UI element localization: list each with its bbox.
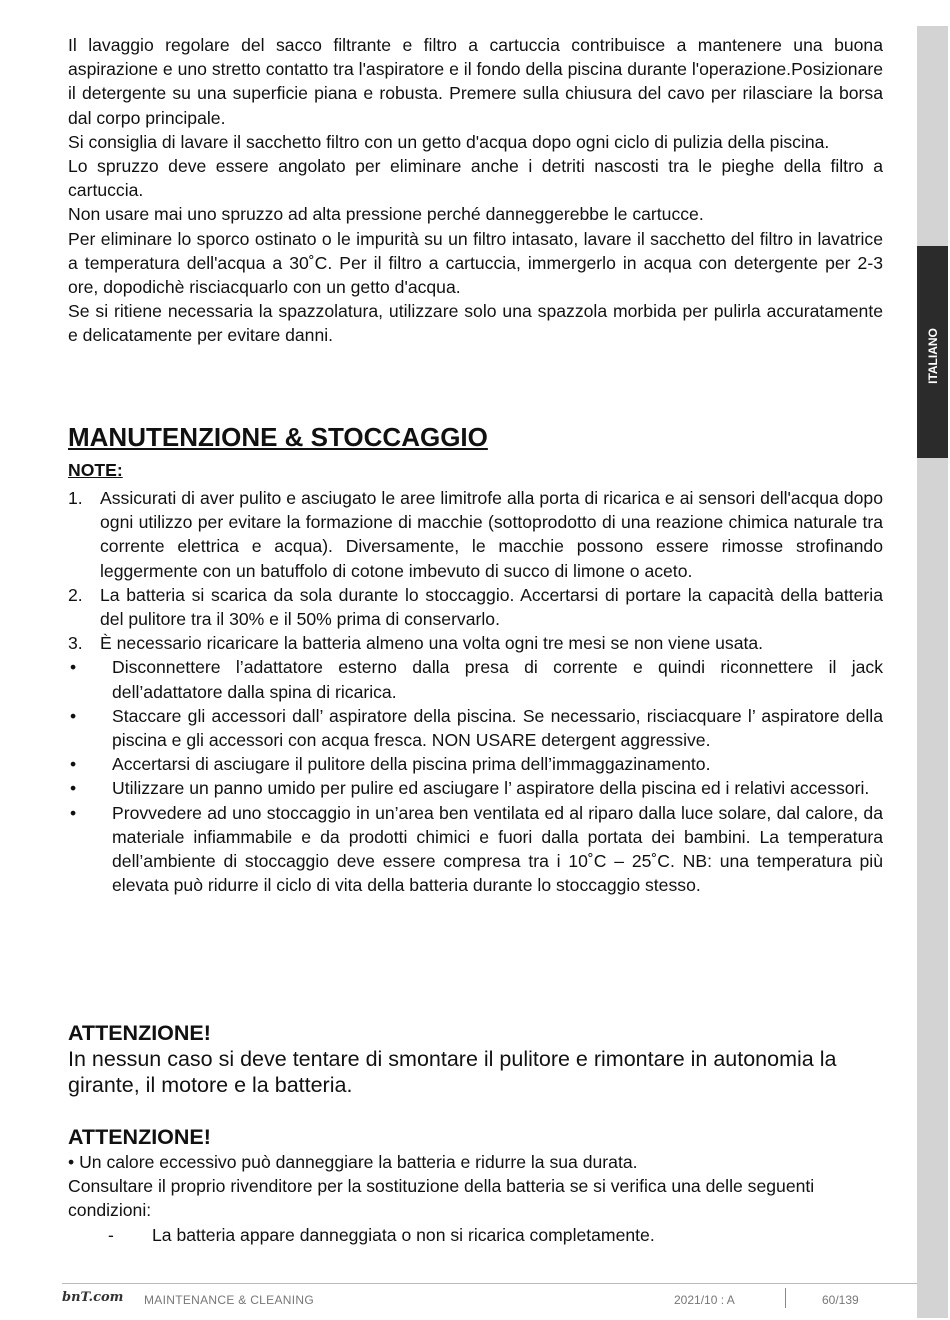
bullet-icon: • bbox=[70, 802, 77, 823]
numbered-item bbox=[68, 583, 883, 631]
bullet-item bbox=[68, 655, 883, 703]
paragraph: Per eliminare lo sporco ostinato o le impurità su un filtro intasato, lavare il sacchetto del filtro in lavatrice a temperatura dell'acqua a 30˚C. Per il filtro a cartuccia, immergerlo in acqua con detergente per 2-3 ore, dopodichè risciacquarlo con un getto d'acqua. bbox=[68, 228, 883, 298]
item-text: Provvedere ad uno stoccaggio in un’area ben ventilata ed al riparo dalla luce solare, dal calore, da materiale infiammabile e da prodotti chimici e fuori dalla portata dei bambini. La temperatura dell’ambiente di stoccaggio deve essere compresa tra i 10˚C – 25˚C. NB: una temperatura più elevata può ridurre il ciclo di vita della batteria durante lo stoccaggio stesso. bbox=[112, 802, 883, 896]
item-number: 3. bbox=[68, 633, 83, 654]
intro-text bbox=[68, 33, 883, 348]
page-number: 60/139 bbox=[822, 1293, 859, 1307]
note-label: NOTE: bbox=[68, 460, 123, 480]
item-number: 1. bbox=[68, 488, 83, 508]
paragraph: Se si ritiene necessaria la spazzolatura, utilizzare solo una spazzola morbida per pulirla accuratamente e delicatamente per evitare danni. bbox=[68, 301, 883, 346]
warning-bullet-text: Un calore eccessivo può danneggiare la batteria e ridurre la sua durata. bbox=[79, 1152, 638, 1172]
paragraph: Lo spruzzo deve essere angolato per eliminare anche i detriti nascosti tra le pieghe della filtro a cartuccia. bbox=[68, 156, 883, 201]
bullet-icon: • bbox=[70, 657, 77, 678]
bullet-item bbox=[68, 752, 883, 776]
language-tab-label: ITALIANO bbox=[925, 328, 940, 384]
item-text: Assicurati di aver pulito e asciugato le aree limitrofe alla porta di ricarica e ai sensori dell'acqua dopo ogni utilizzo per evitare la formazione di macchie (sottoprodotto di una reazione chimica naturale tra corrente elettrica e acqua). Diversamente, le macchie possono essere rimosse strofinando leggermente con un batuffolo di cotone imbevuto di succo di limone o aceto. bbox=[100, 488, 883, 581]
bullet-item bbox=[68, 776, 883, 800]
paragraph: Non usare mai uno spruzzo ad alta pressione perché danneggerebbe le cartucce. bbox=[68, 204, 704, 225]
footer-revision: 2021/10 : A bbox=[674, 1293, 735, 1307]
bullet-icon: • bbox=[70, 705, 77, 726]
item-text: È necessario ricaricare la batteria almeno una volta ogni tre mesi se non viene usata. bbox=[100, 633, 764, 654]
numbered-item bbox=[68, 486, 883, 583]
warning-text: Consultare il proprio rivenditore per la sostituzione della batteria se si verifica una delle seguenti condizioni: bbox=[68, 1176, 815, 1221]
maintenance-list bbox=[68, 486, 883, 897]
dash-marker: - bbox=[108, 1224, 114, 1245]
page-footer bbox=[62, 1283, 917, 1314]
paragraph: Il lavaggio regolare del sacco filtrante e filtro a cartuccia contribuisce a mantenere una buona aspirazione e uno stretto contatto tra l'aspiratore e il fondo della piscina durante l'operazione.Posizionare il detergente su una superficie piana e robusta. Premere sulla chiusura del cavo per rilasciare la borsa dal corpo principale. bbox=[68, 35, 883, 128]
bullet-icon: • bbox=[68, 1152, 75, 1172]
item-text: La batteria si scarica da sola durante lo stoccaggio. Accertarsi di portare la capacità della batteria del pulitore tra il 30% e il 50% prima di conservarlo. bbox=[100, 584, 883, 630]
warning-heading: ATTENZIONE! bbox=[68, 1021, 211, 1045]
item-text: Disconnettere l’adattatore esterno dalla presa di corrente e quindi riconnettere il jack dell’adattatore dalla spina di ricarica. bbox=[112, 657, 883, 702]
bullet-icon: • bbox=[70, 754, 77, 775]
paragraph: Si consiglia di lavare il sacchetto filtro con un getto d'acqua dopo ogni ciclo di pulizia della piscina. bbox=[68, 131, 830, 152]
footer-section-name: MAINTENANCE & CLEANING bbox=[144, 1293, 314, 1307]
dash-item bbox=[108, 1223, 883, 1247]
item-text: Accertarsi di asciugare il pulitore della piscina prima dell’immaggazinamento. bbox=[112, 754, 711, 775]
warning-heading: ATTENZIONE! bbox=[68, 1125, 211, 1149]
item-text: Staccare gli accessori dall’ aspiratore della piscina. Se necessario, risciacquare l’ aspiratore della piscina e gli accessori con acqua fresca. NON USARE detergent aggressive. bbox=[112, 705, 883, 751]
warning-block bbox=[68, 1124, 883, 1247]
warning-bullet bbox=[68, 1150, 883, 1174]
item-text: Utilizzare un panno umido per pulire ed asciugare l’ aspiratore della piscina ed i relativi accessori. bbox=[112, 778, 870, 799]
brand-logo: bnT.com bbox=[62, 1290, 124, 1305]
bullet-item bbox=[68, 704, 883, 752]
side-strip bbox=[917, 26, 948, 1318]
numbered-item bbox=[68, 631, 883, 655]
warning-block bbox=[68, 1020, 883, 1098]
footer-divider bbox=[785, 1288, 786, 1308]
section-title: MANUTENZIONE & STOCCAGGIO bbox=[68, 422, 488, 452]
dash-text: La batteria appare danneggiata o non si ricarica completamente. bbox=[152, 1224, 655, 1245]
item-number: 2. bbox=[68, 584, 83, 605]
language-tab bbox=[917, 246, 948, 458]
warning-text: In nessun caso si deve tentare di smontare il pulitore e rimontare in autonomia la girante, il motore e la batteria. bbox=[68, 1047, 837, 1097]
bullet-item bbox=[68, 801, 883, 898]
bullet-icon: • bbox=[70, 778, 77, 799]
